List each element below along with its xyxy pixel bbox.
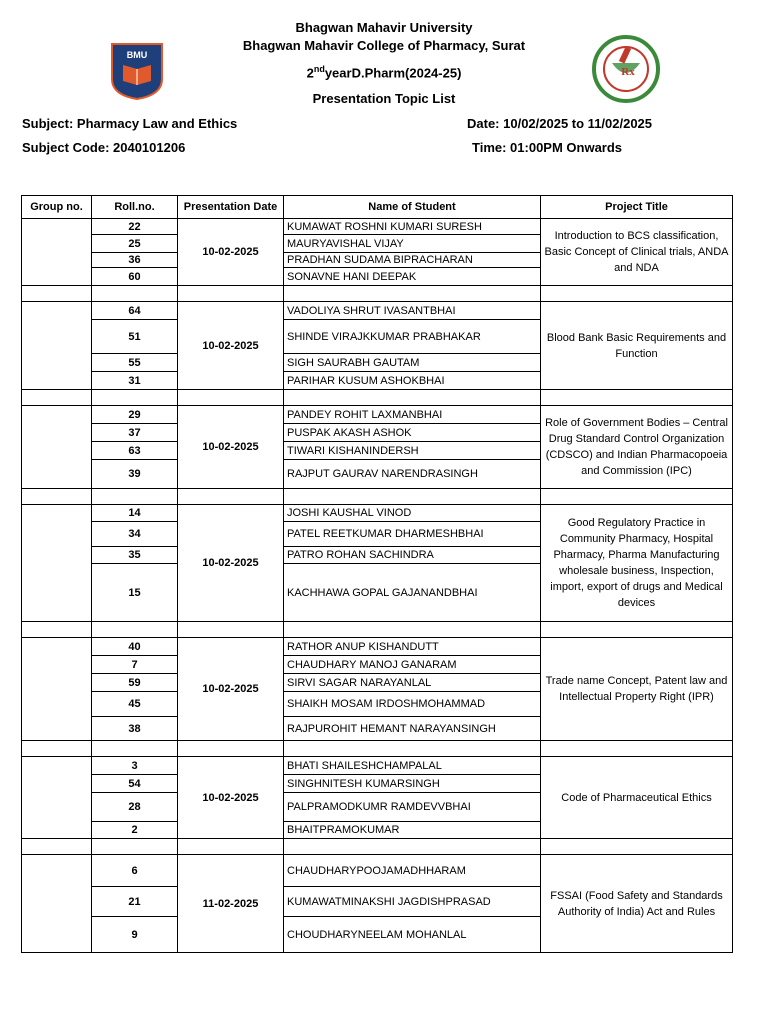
roll-cell: 37 — [92, 424, 178, 442]
spacer-row — [22, 839, 733, 855]
roll-cell: 51 — [92, 320, 178, 354]
spacer-cell — [284, 489, 541, 505]
roll-cell: 35 — [92, 547, 178, 564]
spacer-cell — [22, 839, 92, 855]
spacer-cell — [92, 390, 178, 406]
roll-cell: 39 — [92, 460, 178, 489]
roll-cell: 38 — [92, 717, 178, 741]
roll-cell: 22 — [92, 219, 178, 235]
roll-cell: 28 — [92, 793, 178, 822]
project-title-cell: Code of Pharmaceutical Ethics — [541, 757, 733, 839]
student-name-cell: SHAIKH MOSAM IRDOSHMOHAMMAD — [284, 692, 541, 717]
group-cell — [22, 757, 92, 839]
spacer-row — [22, 741, 733, 757]
student-name-cell: SIGH SAURABH GAUTAM — [284, 354, 541, 372]
university-name: Bhagwan Mahavir University — [295, 20, 473, 35]
roll-cell: 7 — [92, 656, 178, 674]
student-name-cell: RAJPUT GAURAV NARENDRASINGH — [284, 460, 541, 489]
table-header-row — [22, 196, 733, 219]
header-group: Group no. — [22, 196, 92, 219]
student-name-cell: PUSPAK AKASH ASHOK — [284, 424, 541, 442]
subject-code-label: Subject Code: 2040101206 — [22, 140, 186, 155]
group-cell — [22, 505, 92, 622]
date-cell: 10-02-2025 — [178, 406, 284, 489]
spacer-cell — [284, 286, 541, 302]
spacer-cell — [541, 741, 733, 757]
subject-label: Subject: Pharmacy Law and Ethics — [22, 116, 238, 131]
header-date: Presentation Date — [178, 196, 284, 219]
spacer-cell — [92, 622, 178, 638]
student-name-cell: SIRVI SAGAR NARAYANLAL — [284, 674, 541, 692]
roll-cell: 59 — [92, 674, 178, 692]
student-name-cell: RATHOR ANUP KISHANDUTT — [284, 638, 541, 656]
spacer-cell — [284, 390, 541, 406]
roll-cell: 25 — [92, 235, 178, 253]
roll-cell: 54 — [92, 775, 178, 793]
spacer-cell — [22, 622, 92, 638]
project-title-cell: Good Regulatory Practice in Community Pharmacy, Hospital Pharmacy, Pharma Manufacturing wholesale business, Inspection, import, export of drugs and Medical devices — [541, 505, 733, 622]
date-cell: 10-02-2025 — [178, 638, 284, 741]
table-row — [22, 855, 733, 887]
date-cell: 10-02-2025 — [178, 302, 284, 390]
bmu-logo — [109, 41, 165, 101]
project-title-cell: Introduction to BCS classification, Basic Concept of Clinical trials, ANDA and NDA — [541, 219, 733, 286]
spacer-cell — [92, 741, 178, 757]
spacer-cell — [541, 390, 733, 406]
spacer-cell — [92, 286, 178, 302]
table-row — [22, 638, 733, 656]
roll-cell: 40 — [92, 638, 178, 656]
spacer-cell — [541, 839, 733, 855]
spacer-cell — [178, 390, 284, 406]
group-cell — [22, 406, 92, 489]
student-name-cell: PARIHAR KUSUM ASHOKBHAI — [284, 372, 541, 390]
header-roll: Roll.no. — [92, 196, 178, 219]
time-label: Time: 01:00PM Onwards — [472, 140, 623, 155]
student-name-cell: PALPRAMODKUMR RAMDEVVBHAI — [284, 793, 541, 822]
roll-cell: 31 — [92, 372, 178, 390]
spacer-row — [22, 286, 733, 302]
roll-cell: 36 — [92, 253, 178, 268]
student-name-cell: CHAUDHARY MANOJ GANARAM — [284, 656, 541, 674]
roll-cell: 34 — [92, 522, 178, 547]
spacer-cell — [22, 286, 92, 302]
student-name-cell: BHAITPRAMOKUMAR — [284, 822, 541, 839]
student-name-cell: TIWARI KISHANINDERSH — [284, 442, 541, 460]
roll-cell: 45 — [92, 692, 178, 717]
date-cell: 10-02-2025 — [178, 219, 284, 286]
student-name-cell: PRADHAN SUDAMA BIPRACHARAN — [284, 253, 541, 268]
student-name-cell: SHINDE VIRAJKKUMAR PRABHAKAR — [284, 320, 541, 354]
student-name-cell: BHATI SHAILESHCHAMPALAL — [284, 757, 541, 775]
student-name-cell: CHAUDHARYPOOJAMADHHARAM — [284, 855, 541, 887]
roll-cell: 29 — [92, 406, 178, 424]
spacer-row — [22, 622, 733, 638]
date-cell: 10-02-2025 — [178, 757, 284, 839]
college-seal-logo — [592, 35, 660, 103]
presentation-table — [21, 195, 733, 953]
spacer-cell — [284, 839, 541, 855]
student-name-cell: KUMAWATMINAKSHI JAGDISHPRASAD — [284, 887, 541, 917]
table-row — [22, 219, 733, 235]
student-name-cell: PATRO ROHAN SACHINDRA — [284, 547, 541, 564]
roll-cell: 9 — [92, 917, 178, 953]
roll-cell: 14 — [92, 505, 178, 522]
date-cell: 11-02-2025 — [178, 855, 284, 953]
list-title: Presentation Topic List — [312, 91, 456, 106]
student-name-cell: PATEL REETKUMAR DHARMESHBHAI — [284, 522, 541, 547]
spacer-cell — [541, 286, 733, 302]
roll-cell: 3 — [92, 757, 178, 775]
spacer-cell — [22, 390, 92, 406]
bmu-logo-text: BMU — [126, 50, 148, 60]
roll-cell: 64 — [92, 302, 178, 320]
seal-rx-text: Rx — [621, 66, 635, 78]
spacer-cell — [178, 839, 284, 855]
student-name-cell: SONAVNE HANI DEEPAK — [284, 268, 541, 286]
spacer-cell — [92, 839, 178, 855]
header-name: Name of Student — [284, 196, 541, 219]
student-name-cell: RAJPUROHIT HEMANT NARAYANSINGH — [284, 717, 541, 741]
spacer-cell — [92, 489, 178, 505]
spacer-cell — [541, 489, 733, 505]
year-prefix: 2 — [306, 65, 314, 81]
spacer-row — [22, 489, 733, 505]
student-name-cell: MAURYAVISHAL VIJAY — [284, 235, 541, 253]
spacer-cell — [178, 489, 284, 505]
group-cell — [22, 638, 92, 741]
table-row — [22, 505, 733, 522]
student-name-cell: CHOUDHARYNEELAM MOHANLAL — [284, 917, 541, 953]
spacer-cell — [178, 741, 284, 757]
header-title: Project Title — [541, 196, 733, 219]
spacer-cell — [22, 741, 92, 757]
roll-cell: 55 — [92, 354, 178, 372]
group-cell — [22, 855, 92, 953]
spacer-cell — [178, 622, 284, 638]
roll-cell: 15 — [92, 564, 178, 622]
project-title-cell: Trade name Concept, Patent law and Intellectual Property Right (IPR) — [541, 638, 733, 741]
roll-cell: 63 — [92, 442, 178, 460]
roll-cell: 6 — [92, 855, 178, 887]
group-cell — [22, 302, 92, 390]
spacer-cell — [284, 741, 541, 757]
spacer-cell — [541, 622, 733, 638]
spacer-cell — [284, 622, 541, 638]
student-name-cell: JOSHI KAUSHAL VINOD — [284, 505, 541, 522]
table-row — [22, 757, 733, 775]
roll-cell: 60 — [92, 268, 178, 286]
student-name-cell: KACHHAWA GOPAL GAJANANDBHAI — [284, 564, 541, 622]
table-row — [22, 302, 733, 320]
project-title-cell: FSSAI (Food Safety and Standards Authority of India) Act and Rules — [541, 855, 733, 953]
roll-cell: 21 — [92, 887, 178, 917]
date-label: Date: 10/02/2025 to 11/02/2025 — [467, 116, 653, 131]
student-name-cell: KUMAWAT ROSHNI KUMARI SURESH — [284, 219, 541, 235]
year-rest: yearD.Pharm(2024-25) — [324, 65, 462, 81]
table-row — [22, 406, 733, 424]
project-title-cell: Role of Government Bodies – Central Drug Standard Control Organization (CDSCO) and Indian Pharmacopoeia and Commission (IPC) — [541, 406, 733, 489]
student-name-cell: PANDEY ROHIT LAXMANBHAI — [284, 406, 541, 424]
roll-cell: 2 — [92, 822, 178, 839]
project-title-cell: Blood Bank Basic Requirements and Function — [541, 302, 733, 390]
college-name: Bhagwan Mahavir College of Pharmacy, Surat — [242, 38, 526, 53]
spacer-cell — [22, 489, 92, 505]
group-cell — [22, 219, 92, 286]
date-cell: 10-02-2025 — [178, 505, 284, 622]
spacer-cell — [178, 286, 284, 302]
student-name-cell: VADOLIYA SHRUT IVASANTBHAI — [284, 302, 541, 320]
spacer-row — [22, 390, 733, 406]
year-suffix: nd — [313, 64, 325, 74]
student-name-cell: SINGHNITESH KUMARSINGH — [284, 775, 541, 793]
